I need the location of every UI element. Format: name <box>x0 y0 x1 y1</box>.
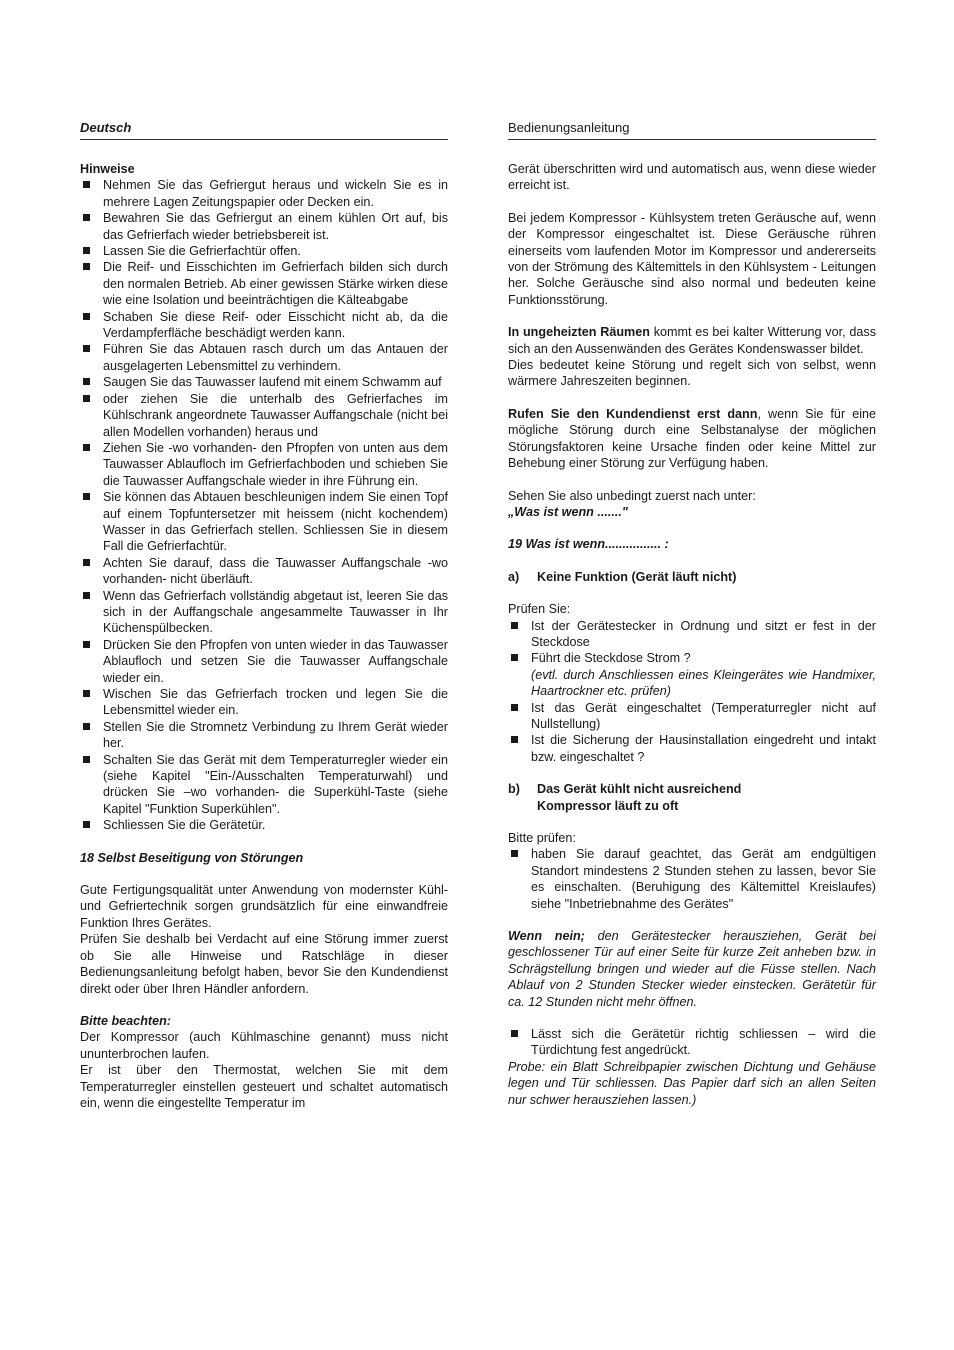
manual-header: Bedienungsanleitung <box>508 120 876 140</box>
section-b-title-2: Kompressor läuft zu oft <box>537 798 679 813</box>
continued-paragraph: Gerät überschritten wird und automatisch aus, wenn diese wieder erreicht ist. <box>508 162 876 193</box>
hinweise-list <box>80 177 448 833</box>
bitte-beachten-paragraph-2: Er ist über den Thermostat, welchen Sie mit dem Temperaturregler einstellen gesteuert und schaltet automatisch ein, wenn die eingestellte Temperatur im <box>80 1063 448 1110</box>
hinweise-title: Hinweise <box>80 162 135 176</box>
bitte-pruefen: Bitte prüfen: <box>508 831 576 845</box>
section-18-paragraph-1: Gute Fertigungsqualität unter Anwendung von modernster Kühl- und Gefriertechnik sorgen grundsätzlich für eine einwandfreie Funktion Ihres Gerätes. <box>80 883 448 930</box>
section-a-title: Keine Funktion (Gerät läuft nicht) <box>537 569 737 584</box>
check-item: haben Sie darauf geachtet, das Gerät am endgültigen Standort mindestens 2 Stunden stehen zu lassen, bevor Sie es einschalten. (Beruhigung des Kältemittel Kreislaufes) siehe "Inbetriebnahme des Gerätes" <box>508 846 876 912</box>
bitte-beachten-paragraph-1: Der Kompressor (auch Kühlmaschine genannt) muss nicht ununterbrochen laufen. <box>80 1030 448 1061</box>
check-item <box>508 700 876 733</box>
unheated-paragraph <box>508 324 876 357</box>
check-item-text: Ist das Gerät eingeschaltet (Temperaturregler nicht auf Nullstellung) <box>531 700 876 731</box>
check-item <box>508 618 876 651</box>
check-item-text: Ist die Sicherung der Hausinstallation eingedreht und intakt bzw. eingeschaltet ? <box>531 733 876 764</box>
section-a-heading <box>508 569 876 585</box>
wenn-nein-paragraph <box>508 928 876 1010</box>
door-list <box>508 1026 876 1059</box>
service-rest: , wenn Sie für eine mögliche Störung durch eine Selbstanalyse der möglichen Störungsfaktoren keine Ursache finden oder keine Mittel zur Behebung einer Störung zur Verfügung haben. <box>508 406 877 471</box>
hinweise-item: Nehmen Sie das Gefriergut heraus und wickeln Sie es in mehrere Lagen Zeitungspapier oder Decken ein. <box>80 177 448 210</box>
hinweise-item: Saugen Sie das Tauwasser laufend mit einem Schwamm auf <box>80 374 448 390</box>
noise-paragraph: Bei jedem Kompressor - Kühlsystem treten Geräusche auf, wenn der Kompressor eingeschaltet ist. Diese Geräusche rühren einerseits vom laufenden Motor im Kompressor und andererseits von der Strömung des Kältemittels in den Kühlsystem - Leitungen her. Solche Geräusche sind also normal und bedeuten keine Funktionsstörung. <box>508 210 876 307</box>
pruefen-sie: Prüfen Sie: <box>508 602 571 617</box>
door-item: Lässt sich die Gerätetür richtig schliessen – wird die Türdichtung fest angedrückt. <box>508 1026 876 1059</box>
hinweise-item: Sie können das Abtauen beschleunigen indem Sie einen Topf auf einem Topfuntersetzer mit heissem (nicht kochendem) Wasser in das Gefrierfach stellen. Schliessen Sie in diesem Fall die Gefrierfachtür. <box>80 489 448 555</box>
check-item-text: Führt die Steckdose Strom ? <box>531 651 691 666</box>
section-18-title: 18 Selbst Beseitigung von Störungen <box>80 850 304 865</box>
section-b-label: b) <box>508 782 520 797</box>
hinweise-item: Lassen Sie die Gefrierfachtür offen. <box>80 243 448 259</box>
check-item <box>508 650 876 699</box>
left-column <box>80 120 448 1111</box>
unheated-rest: kommt es bei kalter Witterung vor, dass sich an den Aussenwänden des Gerätes Kondenswasser bildet. <box>508 325 876 356</box>
hinweise-item: Achten Sie darauf, dass die Tauwasser Auffangschale -wo vorhanden- nicht überläuft. <box>80 555 448 588</box>
section-18-paragraph-2: Prüfen Sie deshalb bei Verdacht auf eine Störung immer zuerst ob Sie alle Hinweise und Ratschläge in dieser Bedienungsanleitung befolgt haben, bevor Sie den Kundendienst direkt oder über Ihren Händler anfordern. <box>80 932 448 996</box>
unheated-bold: In ungeheizten Räumen <box>508 325 650 340</box>
hinweise-item: Schliessen Sie die Gerätetür. <box>80 817 448 833</box>
section-a-list <box>508 618 876 766</box>
service-paragraph <box>508 406 876 472</box>
hinweise-item: Schalten Sie das Gerät mit dem Temperaturregler wieder ein (siehe Kapitel "Ein-/Ausschalten Temperaturwahl) und drücken Sie –wo vorhanden- die Superkühl-Taste (siehe Kapitel "Funktion Superkühlen". <box>80 752 448 818</box>
see-under: Sehen Sie also unbedingt zuerst nach unter: <box>508 488 756 503</box>
hinweise-item: Drücken Sie den Pfropfen von unten wieder in das Tauwasser Ablaufloch und setzen Sie die Tauwasser Auffangschale wieder ein. <box>80 637 448 686</box>
language-header: Deutsch <box>80 120 448 140</box>
hinweise-item: Stellen Sie die Stromnetz Verbindung zu Ihrem Gerät wieder her. <box>80 719 448 752</box>
bitte-beachten-title: Bitte beachten: <box>80 1013 171 1028</box>
hinweise-item: Führen Sie das Abtauen rasch durch um das Antauen der ausgelagerten Lebensmittel zu verhindern. <box>80 341 448 374</box>
section-b-title-1: Das Gerät kühlt nicht ausreichend <box>537 782 742 797</box>
hinweise-item: Wenn das Gefrierfach vollständig abgetaut ist, leeren Sie das sich in der Auffangschale angesammelte Tauwasser in Ihr Küchenspülbecken. <box>80 588 448 637</box>
hinweise-item: Die Reif- und Eisschichten im Gefrierfach bilden sich durch den normalen Betrieb. Ab einer gewissen Stärke wirken diese wie eine Isolation und beeinträchtigen die Kälteabgabe <box>80 259 448 308</box>
unheated-paragraph-2: Dies bedeutet keine Störung und regelt sich von selbst, wenn wärmere Jahreszeiten beginnen. <box>508 358 876 389</box>
right-column <box>508 120 876 1108</box>
check-item <box>508 732 876 765</box>
wenn-nein-rest: den Gerätestecker herausziehen, Gerät bei geschlossener Tür auf einer Seite für kurze Zeit anheben bzw. in Schrägstellung bringen und wieder auf die Füsse stellen. Nach Ablauf von 2 Stunden Stecker wieder einstecken. Gerätetür für ca. 12 Stunden nicht mehr öffnen. <box>508 929 876 1009</box>
wenn-nein-bold: Wenn nein; <box>508 929 585 944</box>
section-19-title: 19 Was ist wenn................ : <box>508 537 669 552</box>
section-b-title-block <box>537 781 741 814</box>
service-bold: Rufen Sie den Kundendienst erst dann <box>508 406 758 421</box>
section-a-label: a) <box>508 569 520 584</box>
hinweise-item: Ziehen Sie -wo vorhanden- den Pfropfen von unten aus dem Tauwasser Ablaufloch im Gefrierfachboden und schieben Sie die Tauwasser Auffangschale wieder in ihre Führung ein. <box>80 440 448 489</box>
hinweise-item: Wischen Sie das Gefrierfach trocken und legen Sie die Lebensmittel wieder ein. <box>80 686 448 719</box>
check-item-text: Ist der Gerätestecker in Ordnung und sitzt er fest in der Steckdose <box>531 618 876 649</box>
probe-note: Probe: ein Blatt Schreibpapier zwischen Dichtung und Gehäuse legen und Tür schliessen. Das Papier darf sich an allen Seiten nur schwer herausziehen lassen.) <box>508 1059 876 1107</box>
hinweise-item: Bewahren Sie das Gefriergut an einem kühlen Ort auf, bis das Gefrierfach wieder betriebsbereit ist. <box>80 210 448 243</box>
hinweise-item: oder ziehen Sie die unterhalb des Gefrierfaches im Kühlschrank angeordnete Tauwasser Auffangschale (nicht bei allen Modellen vorhanden) heraus und <box>80 391 448 440</box>
section-b-heading <box>508 781 876 814</box>
section-b-list <box>508 846 876 912</box>
hinweise-item: Schaben Sie diese Reif- oder Eisschicht nicht ab, da die Verdampferfläche beschädigt werden kann. <box>80 309 448 342</box>
check-item-note: (evtl. durch Anschliessen eines Kleingerätes wie Handmixer, Haartrockner etc. prüfen) <box>531 667 876 699</box>
was-ist-wenn-reference: „Was ist wenn ......." <box>508 504 628 519</box>
